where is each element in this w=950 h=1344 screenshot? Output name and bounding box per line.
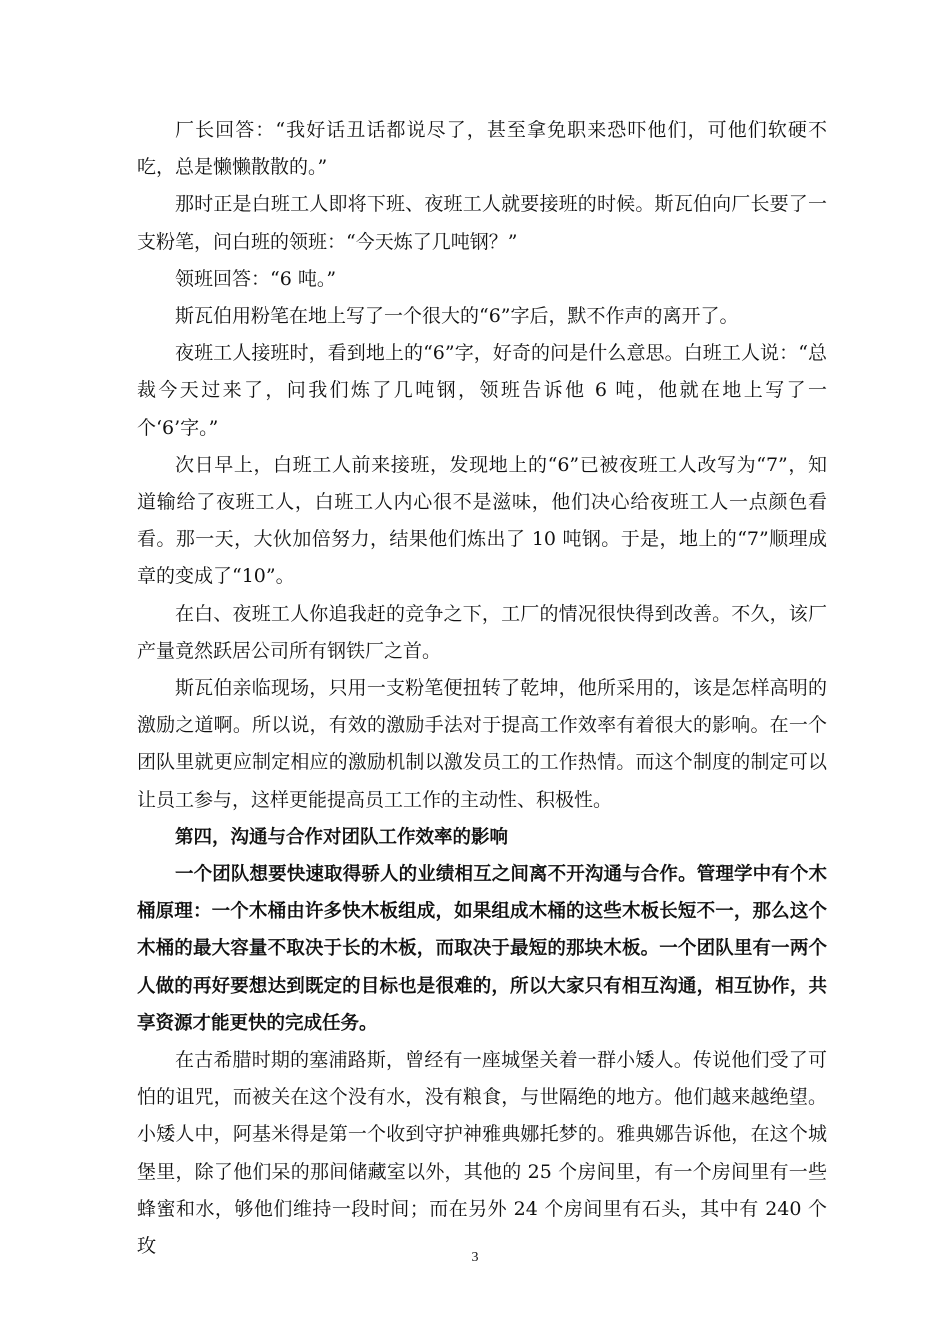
- paragraph: 斯瓦伯亲临现场，只用一支粉笔便扭转了乾坤，他所采用的，该是怎样高明的激励之道啊。所以说，有效的激励手法对于提高工作效率有着很大的影响。在一个团队里就更应制定相应的激励机制以激发员工的工作热情。而这个制度的制定可以让员工参与，这样更能提高员工工作的主动性、积极性。: [137, 677, 827, 811]
- paragraph: 斯瓦伯用粉笔在地上写了一个很大的“6”字后，默不作声的离开了。: [175, 305, 739, 328]
- page-number: 3: [471, 1250, 479, 1265]
- paragraph: 在白、夜班工人你追我赶的竞争之下，工厂的情况很快得到改善。不久，该厂产量竟然跃居公司所有钢铁厂之首。: [137, 602, 827, 662]
- body-text: [137, 112, 827, 1265]
- paragraph: 那时正是白班工人即将下班、夜班工人就要接班的时候。斯瓦伯向厂长要了一支粉笔，问白班的领班：“今天炼了几吨钢？”: [137, 193, 827, 253]
- paragraph: 夜班工人接班时，看到地上的“6”字，好奇的问是什么意思。白班工人说：“总裁今天过来了，问我们炼了几吨钢，领班告诉他 6 吨，他就在地上写了一个‘6’字。”: [137, 342, 827, 439]
- paragraph: 次日早上，白班工人前来接班，发现地上的“6”已被夜班工人改写为“7”，知道输给了夜班工人，白班工人内心很不是滋味，他们决心给夜班工人一点颜色看看。那一天，大伙加倍努力，结果他们炼出了 10 吨钢。于是，地上的“7”顺理成章的变成了“10”。: [137, 453, 827, 588]
- bold-paragraph: 一个团队想要快速取得骄人的业绩相互之间离不开沟通与合作。管理学中有个木桶原理：一个木桶由许多快木板组成，如果组成木桶的这些木板长短不一，那么这个木桶的最大容量不取决于长的木板，而取决于最短的那块木板。一个团队里有一两个人做的再好要想达到既定的目标也是很难的，所以大家只有相互沟通，相互协作，共享资源才能更快的完成任务。: [137, 864, 827, 1034]
- section-heading: 第四，沟通与合作对团队工作效率的影响: [175, 826, 509, 848]
- paragraph: 厂长回答：“我好话丑话都说尽了，甚至拿免职来恐吓他们，可他们软硬不吃，总是懒懒散散的。”: [137, 119, 827, 179]
- paragraph: 领班回答：“6 吨。”: [175, 267, 337, 290]
- paragraph: 在古希腊时期的塞浦路斯，曾经有一座城堡关着一群小矮人。传说他们受了可怕的诅咒，而被关在这个没有水，没有粮食，与世隔绝的地方。他们越来越绝望。小矮人中，阿基米得是第一个收到守护神雅典娜托梦的。雅典娜告诉他，在这个城堡里，除了他们呆的那间储藏室以外，其他的 25 个房间里，有一个房间里有一些蜂蜜和水，够他们维持一段时间；而在另外 24 个房间里有石头，其中有 240 个玫: [137, 1049, 827, 1258]
